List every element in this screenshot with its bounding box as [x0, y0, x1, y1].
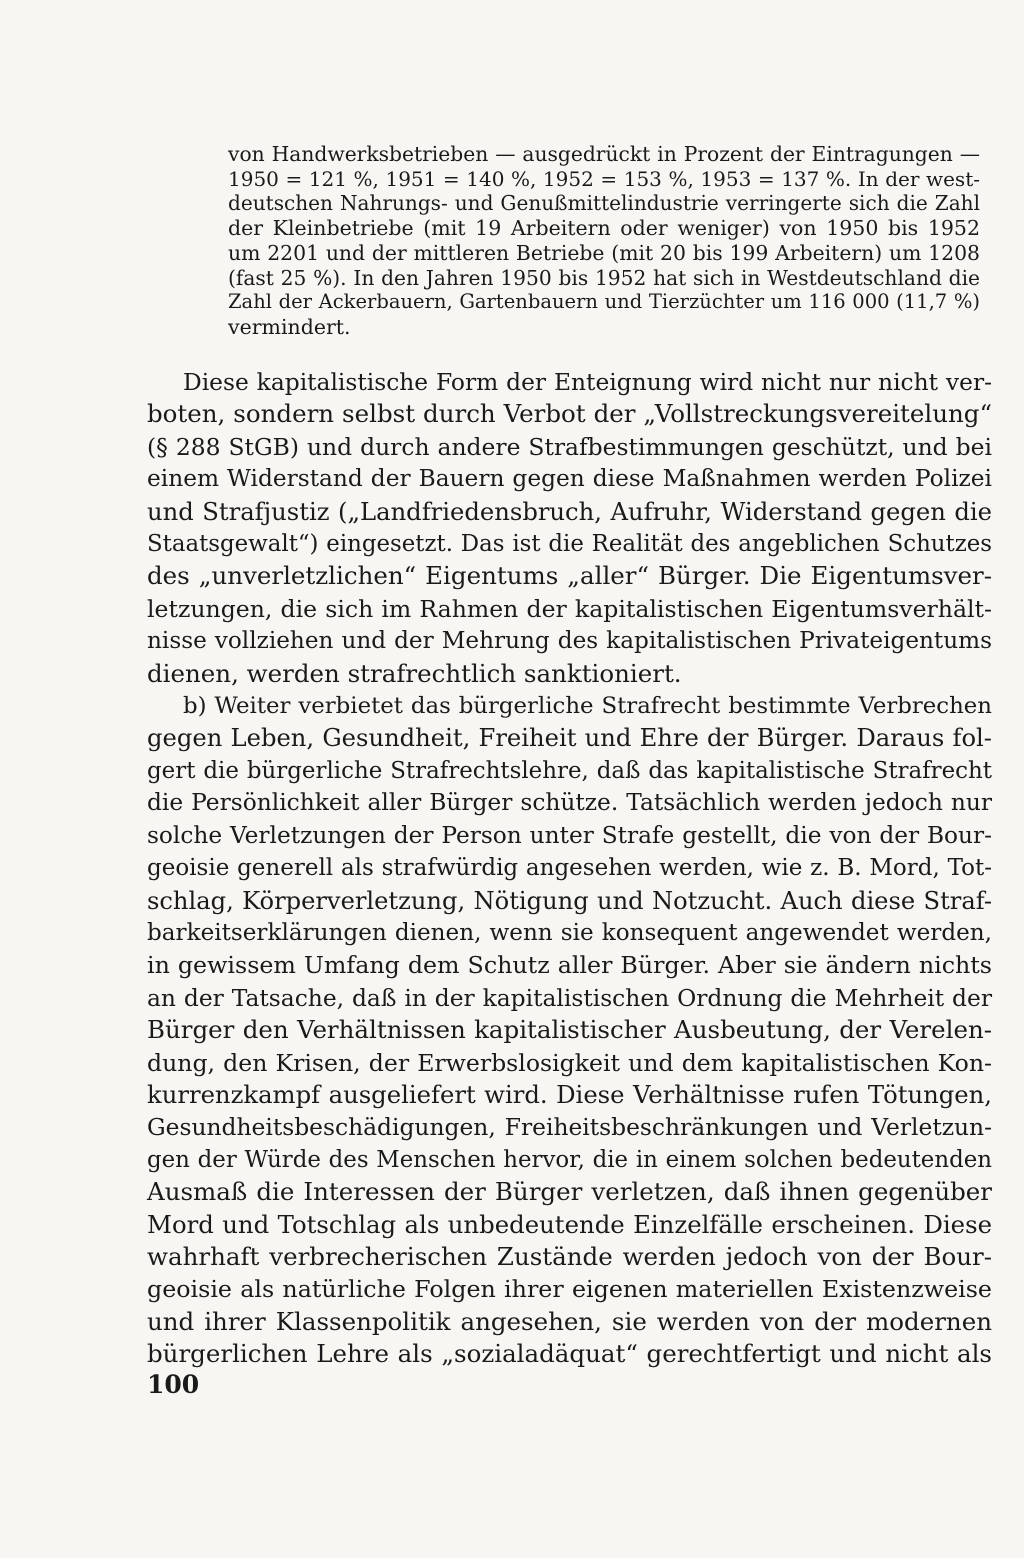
text-line: dung, den Krisen, der Erwerbslosigkeit und dem kapitalistischen Kon-	[147, 1048, 992, 1077]
text-line: b) Weiter verbietet das bürgerliche Strafrecht bestimmte Verbrechen	[183, 693, 992, 720]
paragraph-1	[147, 366, 992, 690]
footnote-line: vermindert.	[228, 314, 351, 339]
text-line: bürgerlichen Lehre als „sozialadäquat“ gerechtfertigt und nicht als	[147, 1339, 992, 1369]
footnote-line: deutschen Nahrungs- und Genußmittelindustrie verringerte sich die Zahl	[228, 191, 980, 216]
text-line: gegen Leben, Gesundheit, Freiheit und Ehre der Bürger. Daraus fol-	[147, 723, 992, 753]
text-line: einem Widerstand der Bauern gegen diese Maßnahmen werden Polizei	[147, 465, 992, 493]
text-line: gen der Würde des Menschen hervor, die in einem solchen bedeutenden	[147, 1146, 992, 1173]
text-line: kurrenzkampf ausgeliefert wird. Diese Verhältnisse rufen Tötungen,	[147, 1079, 992, 1109]
footnote-line: von Handwerksbetrieben — ausgedrückt in Prozent der Eintragungen —	[228, 142, 980, 166]
text-line: letzungen, die sich im Rahmen der kapitalistischen Eigentumsverhält-	[147, 594, 992, 623]
footnote-line: um 2201 und der mittleren Betriebe (mit 20 bis 199 Arbeitern) um 1208	[228, 240, 980, 265]
text-line: Mord und Totschlag als unbedeutende Einzelfälle erscheinen. Diese	[147, 1209, 992, 1239]
text-line: und Strafjustiz („Landfriedensbruch, Aufruhr, Widerstand gegen die	[147, 496, 992, 526]
page-number: 100	[147, 1370, 200, 1399]
text-line: Bürger den Verhältnissen kapitalistischer Ausbeutung, der Verelen-	[147, 1015, 992, 1045]
text-line: Diese kapitalistische Form der Enteignung wird nicht nur nicht ver-	[183, 368, 992, 396]
footnote	[228, 142, 980, 340]
footnote-line: (fast 25 %). In den Jahren 1950 bis 1952 hat sich in Westdeutschland die	[228, 265, 980, 290]
text-line: solche Verletzungen der Person unter Strafe gestellt, die von der Bour-	[147, 821, 992, 849]
footnote-line: Zahl der Ackerbauern, Gartenbauern und Tierzüchter um 116 000 (11,7 %)	[228, 290, 980, 314]
text-line: dienen, werden strafrechtlich sanktioniert.	[147, 658, 682, 688]
footnote-line: 1950 = 121 %, 1951 = 140 %, 1952 = 153 %, 1953 = 137 %. In der west-	[228, 166, 980, 191]
text-line: Staatsgewalt“) eingesetzt. Das ist die Realität des angeblichen Schutzes	[147, 531, 992, 558]
text-line: Ausmaß die Interessen der Bürger verletzen, daß ihnen gegenüber	[147, 1177, 992, 1207]
paragraph-2	[147, 690, 992, 1371]
text-line: des „unverletzlichen“ Eigentums „aller“ Bürger. Die Eigentumsver-	[147, 561, 992, 591]
text-line: und ihrer Klassenpolitik angesehen, sie werden von der modernen	[147, 1306, 992, 1336]
text-line: an der Tatsache, daß in der kapitalistischen Ordnung die Mehrheit der	[147, 983, 992, 1012]
text-line: geoisie als natürliche Folgen ihrer eigenen materiellen Existenzweise	[147, 1275, 992, 1304]
text-line: schlag, Körperverletzung, Nötigung und Notzucht. Auch diese Straf-	[147, 886, 992, 915]
text-line: nisse vollziehen und der Mehrung des kapitalistischen Privateigentums	[147, 628, 992, 655]
text-line: (§ 288 StGB) und durch andere Strafbestimmungen geschützt, und bei	[147, 432, 992, 461]
text-line: wahrhaft verbrecherischen Zustände werden jedoch von der Bour-	[147, 1241, 992, 1271]
text-line: in gewissem Umfang dem Schutz aller Bürger. Aber sie ändern nichts	[147, 951, 992, 980]
text-line: gert die bürgerliche Strafrechtslehre, daß das kapitalistische Strafrecht	[147, 757, 992, 784]
body-text	[147, 366, 992, 1371]
text-line: geoisie generell als strafwürdig angesehen werden, wie z. B. Mord, Tot-	[147, 855, 992, 882]
text-line: barkeitserklärungen dienen, wenn sie konsequent angewendet werden,	[147, 919, 992, 946]
footnote-line: der Kleinbetriebe (mit 19 Arbeitern oder weniger) von 1950 bis 1952	[228, 216, 980, 241]
text-line: Gesundheitsbeschädigungen, Freiheitsbeschränkungen und Verletzun-	[147, 1113, 992, 1142]
text-line: die Persönlichkeit aller Bürger schütze. Tatsächlich werden jedoch nur	[147, 789, 992, 817]
text-line: boten, sondern selbst durch Verbot der „Vollstreckungsvereitelung“	[147, 399, 992, 429]
